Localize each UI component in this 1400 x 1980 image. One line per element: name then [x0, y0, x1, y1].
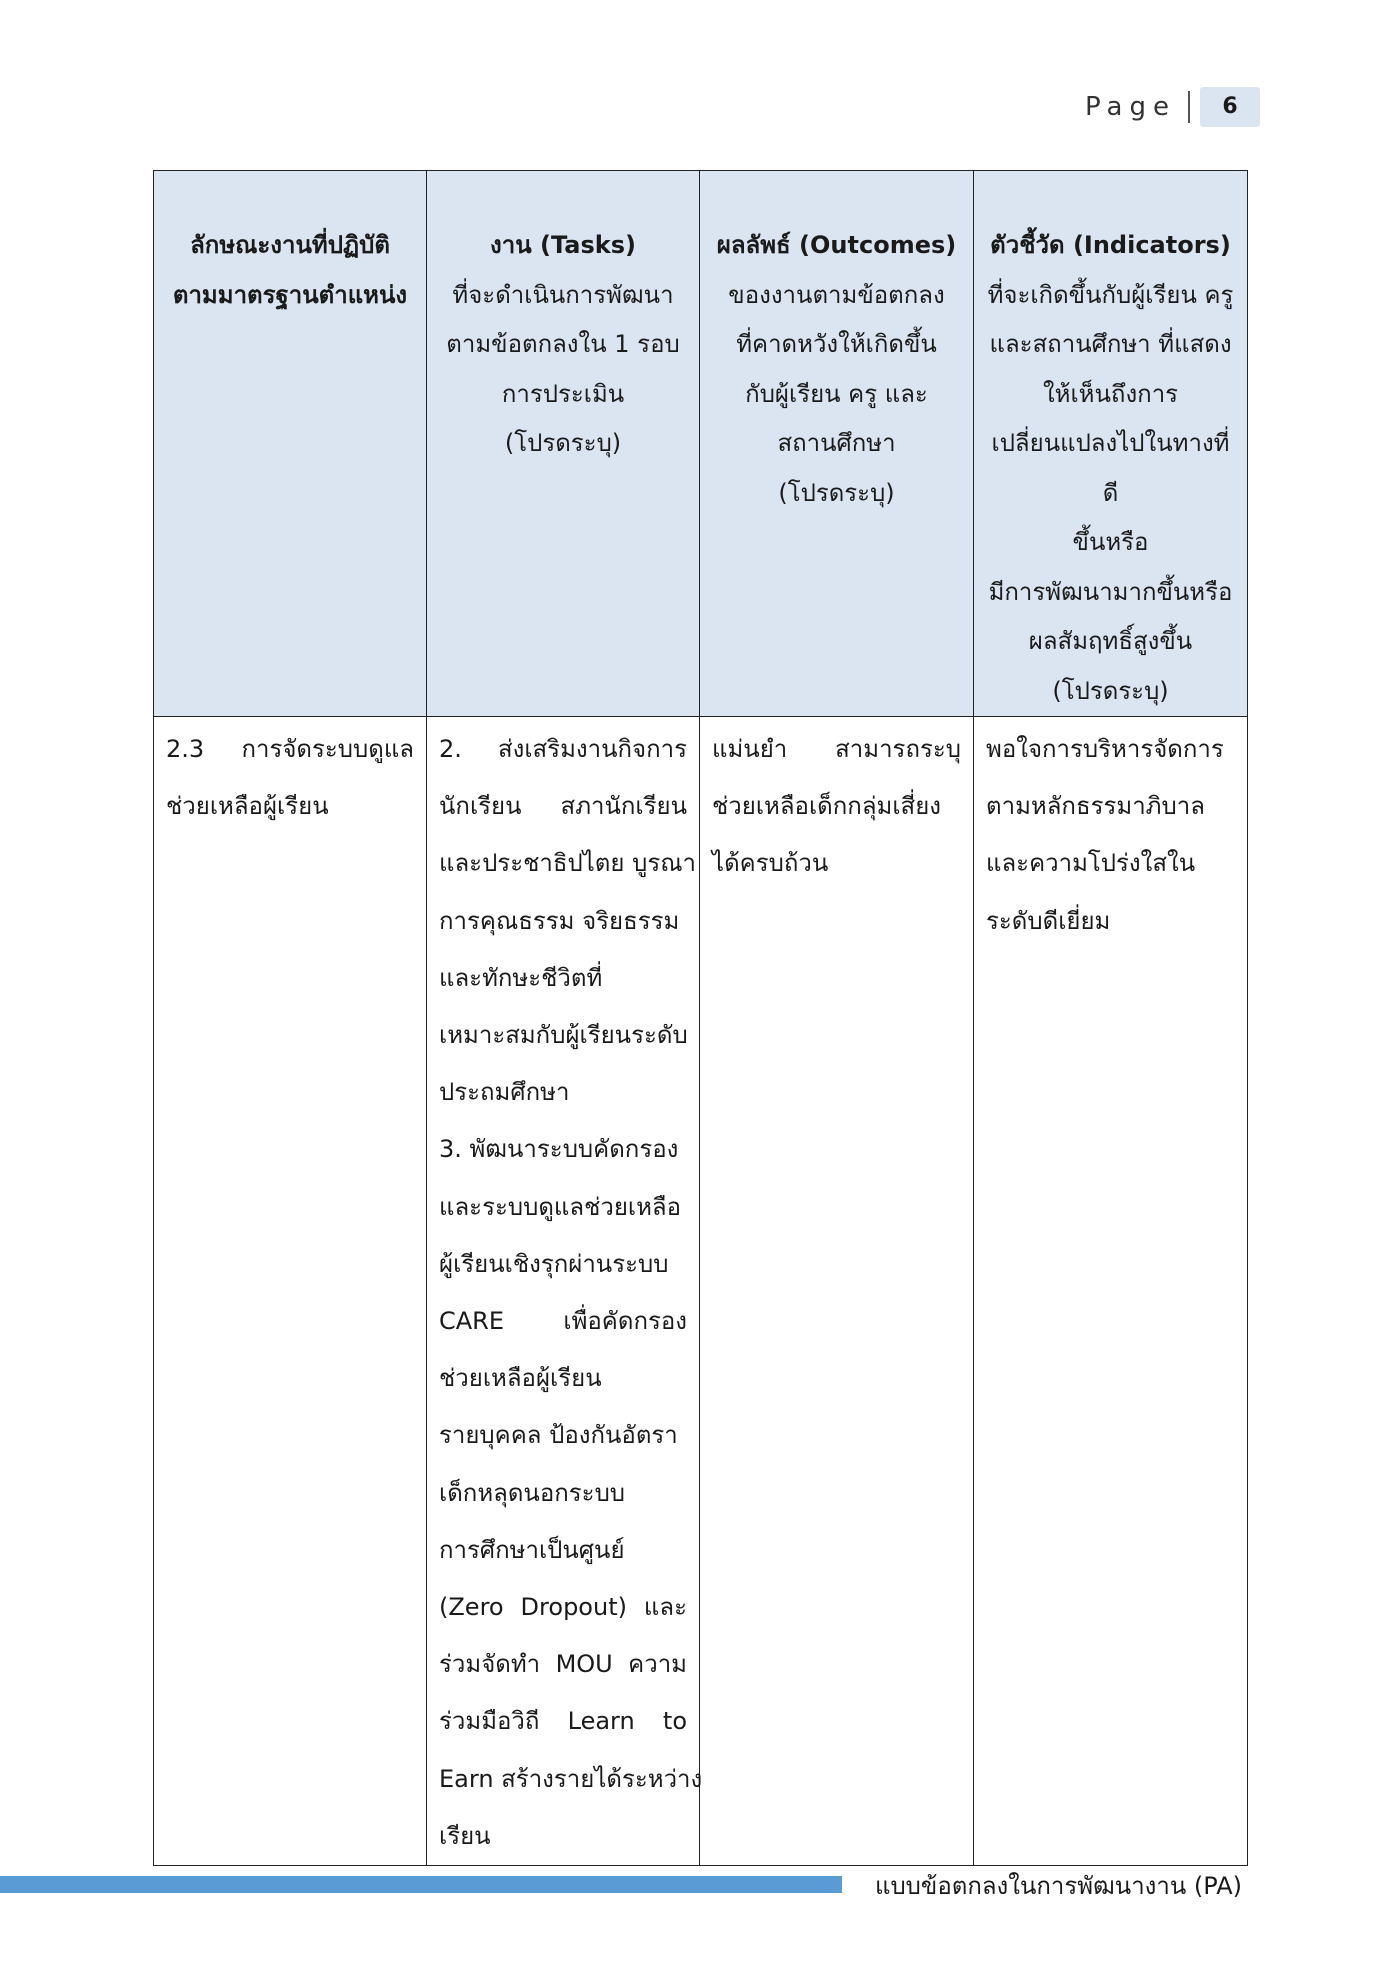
page-header [1085, 86, 1260, 128]
page-number: 6 [1200, 87, 1260, 127]
header-desc-line: สถานศึกษา [777, 429, 896, 457]
header-desc-line: และสถานศึกษา ที่แสดง [989, 330, 1232, 358]
header-title-line: ผลลัพธ์ (Outcomes) [716, 231, 957, 259]
cell-text-line: เรียน [439, 1821, 491, 1850]
cell-text-line: การศึกษาเป็นศูนย์ [439, 1535, 625, 1564]
table-row [154, 717, 1248, 1866]
cell-text-line: และประชาธิปไตย บูรณา [439, 849, 696, 878]
header-cell-standard [154, 171, 427, 717]
cell-tasks [427, 717, 703, 1866]
header-desc-line: ที่จะเกิดขึ้นกับผู้เรียน ครู [987, 280, 1234, 309]
header-desc-line: ให้เห็นถึงการ [1042, 379, 1179, 408]
cell-text-line: ช่วยเหลือผู้เรียน [439, 1364, 602, 1393]
header-title-line: ลักษณะงานที่ปฏิบัติ [190, 231, 390, 259]
cell-text-line: แม่นยำ สามารถระบุ [712, 735, 961, 763]
cell-outcomes [700, 717, 974, 1866]
pa-table-container [153, 170, 1247, 1850]
cell-text-line: เด็กหลุดนอกระบบ [439, 1478, 626, 1507]
cell-text-line: รายบุคคล ป้องกันอัตรา [439, 1421, 678, 1450]
header-cell-outcomes [700, 171, 974, 717]
cell-text-line: Earn สร้างรายได้ระหว่าง [439, 1764, 703, 1793]
pa-table [153, 170, 1248, 1866]
header-desc-line: ที่คาดหวังให้เกิดขึ้น [736, 330, 937, 358]
page-label: Page [1085, 92, 1176, 122]
footer-bar [0, 1876, 842, 1893]
cell-text-line: CARE เพื่อคัดกรอง [439, 1307, 687, 1336]
header-desc-line: ตามข้อตกลงใน 1 รอบ [446, 330, 680, 358]
cell-text-line: ได้ครบถ้วน [712, 849, 829, 878]
header-desc-line: (โปรดระบุ) [1052, 676, 1169, 705]
header-title-line: ตามมาตรฐานตำแหน่ง [172, 280, 408, 309]
cell-text-line: ระดับดีเยี่ยม [986, 906, 1111, 935]
cell-text-line: และความโปร่งใสใน [986, 849, 1196, 878]
header-title-line: ตัวชี้วัด (Indicators) [990, 231, 1231, 259]
cell-text-line: ตามหลักธรรมาภิบาล [986, 792, 1205, 821]
header-desc-line: ของงานตามข้อตกลง [728, 280, 945, 309]
header-desc-line: การประเมิน [501, 379, 625, 408]
cell-text-line: 2. ส่งเสริมงานกิจการ [439, 735, 687, 763]
table-header-row [154, 171, 1248, 717]
cell-text-line: 3. พัฒนาระบบคัดกรอง [439, 1135, 679, 1164]
cell-text-line: ประถมศึกษา [439, 1078, 570, 1107]
header-desc-line: (โปรดระบุ) [504, 429, 622, 457]
header-desc-line: ขึ้นหรือ [1072, 528, 1149, 556]
cell-text-line: พอใจการบริหารจัดการ [986, 735, 1224, 763]
cell-text-line: นักเรียน สภานักเรียน [439, 792, 687, 821]
header-desc-line: มีการพัฒนามากขึ้นหรือ [988, 577, 1233, 606]
cell-text-line: ร่วมจัดทำ MOU ความ [439, 1650, 687, 1679]
cell-text-line: ผู้เรียนเชิงรุกผ่านระบบ [439, 1249, 669, 1278]
header-desc-line: เปลี่ยนแปลงไปในทางที่ดี [991, 429, 1230, 507]
header-title-line: งาน (Tasks) [490, 231, 636, 259]
cell-text-line: ช่วยเหลือผู้เรียน [166, 792, 329, 821]
header-desc-line: (โปรดระบุ) [778, 478, 895, 507]
cell-text-line: และทักษะชีวิตที่ [439, 963, 603, 992]
cell-text-line: เหมาะสมกับผู้เรียนระดับ [439, 1021, 688, 1050]
header-desc-line: ผลสัมฤทธิ์สูงขึ้น [1028, 627, 1193, 655]
cell-text-line: ร่วมมือวิถี Learn to [439, 1707, 687, 1736]
cell-text-line: 2.3 การจัดระบบดูแล [166, 735, 414, 763]
cell-text-line: ช่วยเหลือเด็กกลุ่มเสี่ยง [712, 792, 941, 821]
footer-title: แบบข้อตกลงในการพัฒนางาน (PA) [874, 1872, 1242, 1900]
cell-indicators [974, 717, 1248, 1866]
cell-text-line: และระบบดูแลช่วยเหลือ [439, 1192, 682, 1221]
page-separator [1188, 91, 1190, 123]
header-desc-line: กับผู้เรียน ครู และ [745, 379, 928, 408]
cell-text-line: การคุณธรรม จริยธรรม [439, 906, 680, 935]
header-cell-indicators [974, 171, 1248, 717]
cell-text-line: (Zero Dropout) และ [439, 1593, 687, 1622]
cell-standard [154, 717, 427, 1866]
header-desc-line: ที่จะดำเนินการพัฒนา [452, 280, 674, 309]
header-cell-tasks [427, 171, 700, 717]
